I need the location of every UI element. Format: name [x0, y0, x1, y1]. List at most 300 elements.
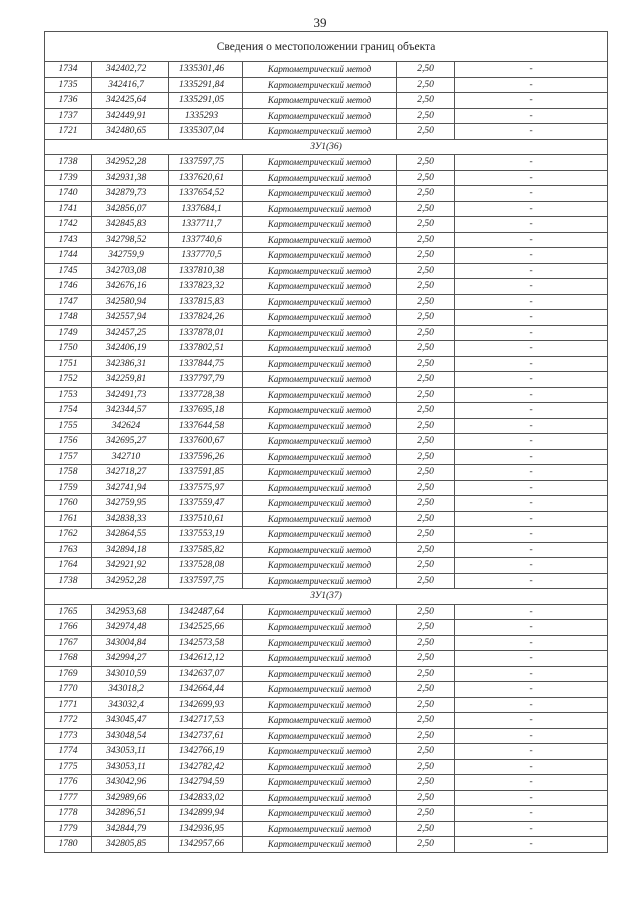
- note-cell: -: [455, 434, 608, 450]
- method-cell: Картометрический метод: [243, 387, 397, 403]
- method-cell: Картометрический метод: [243, 263, 397, 279]
- accuracy-cell: 2,50: [397, 124, 455, 140]
- note-cell: -: [455, 201, 608, 217]
- table-row: [45, 806, 608, 822]
- accuracy-cell: 2,50: [397, 837, 455, 853]
- note-cell: -: [455, 325, 608, 341]
- accuracy-cell: 2,50: [397, 713, 455, 729]
- coordinate-x: 343053,11: [92, 759, 169, 775]
- table-row: [45, 263, 608, 279]
- accuracy-cell: 2,50: [397, 186, 455, 202]
- note-cell: -: [455, 465, 608, 481]
- note-cell: -: [455, 837, 608, 853]
- coordinate-y: 1337824,26: [169, 310, 243, 326]
- coordinate-y: 1342899,94: [169, 806, 243, 822]
- point-number: 1754: [45, 403, 92, 419]
- table-row: [45, 434, 608, 450]
- point-number: 1737: [45, 108, 92, 124]
- method-cell: Картометрический метод: [243, 248, 397, 264]
- method-cell: Картометрический метод: [243, 790, 397, 806]
- coordinate-x: 342580,94: [92, 294, 169, 310]
- method-cell: Картометрический метод: [243, 604, 397, 620]
- point-number: 1780: [45, 837, 92, 853]
- accuracy-cell: 2,50: [397, 542, 455, 558]
- note-cell: -: [455, 496, 608, 512]
- coordinate-x: 343048,54: [92, 728, 169, 744]
- coordinate-x: 342480,65: [92, 124, 169, 140]
- coordinate-y: 1342782,42: [169, 759, 243, 775]
- table-row: [45, 837, 608, 853]
- coordinate-x: 342718,27: [92, 465, 169, 481]
- coordinate-y: 1337553,19: [169, 527, 243, 543]
- accuracy-cell: 2,50: [397, 294, 455, 310]
- note-cell: -: [455, 124, 608, 140]
- point-number: 1759: [45, 480, 92, 496]
- method-cell: Картометрический метод: [243, 62, 397, 78]
- table-row: [45, 108, 608, 124]
- method-cell: Картометрический метод: [243, 186, 397, 202]
- method-cell: Картометрический метод: [243, 124, 397, 140]
- coordinate-y: 1337810,38: [169, 263, 243, 279]
- point-number: 1736: [45, 93, 92, 109]
- method-cell: Картометрический метод: [243, 651, 397, 667]
- coordinate-x: 343045,47: [92, 713, 169, 729]
- point-number: 1744: [45, 248, 92, 264]
- coordinate-x: 342416,7: [92, 77, 169, 93]
- point-number: 1734: [45, 62, 92, 78]
- coordinate-y: 1342957,66: [169, 837, 243, 853]
- coordinate-x: 342406,19: [92, 341, 169, 357]
- accuracy-cell: 2,50: [397, 372, 455, 388]
- coordinate-y: 1337815,83: [169, 294, 243, 310]
- accuracy-cell: 2,50: [397, 620, 455, 636]
- accuracy-cell: 2,50: [397, 511, 455, 527]
- coordinate-x: 342845,83: [92, 217, 169, 233]
- point-number: 1739: [45, 170, 92, 186]
- table-row: [45, 465, 608, 481]
- accuracy-cell: 2,50: [397, 697, 455, 713]
- accuracy-cell: 2,50: [397, 635, 455, 651]
- coordinate-y: 1342573,58: [169, 635, 243, 651]
- method-cell: Картометрический метод: [243, 775, 397, 791]
- method-cell: Картометрический метод: [243, 806, 397, 822]
- accuracy-cell: 2,50: [397, 651, 455, 667]
- coordinate-x: 342710: [92, 449, 169, 465]
- note-cell: -: [455, 527, 608, 543]
- table-row: [45, 372, 608, 388]
- coordinate-y: 1337559,47: [169, 496, 243, 512]
- method-cell: Картометрический метод: [243, 418, 397, 434]
- coordinate-y: 1335291,84: [169, 77, 243, 93]
- table-row: [45, 697, 608, 713]
- table-row: [45, 77, 608, 93]
- table-row: [45, 511, 608, 527]
- coordinate-y: 1337510,61: [169, 511, 243, 527]
- method-cell: Картометрический метод: [243, 821, 397, 837]
- point-number: 1749: [45, 325, 92, 341]
- note-cell: -: [455, 790, 608, 806]
- table-row: [45, 790, 608, 806]
- point-number: 1763: [45, 542, 92, 558]
- coordinate-x: 342879,73: [92, 186, 169, 202]
- coordinate-y: 1337528,08: [169, 558, 243, 574]
- table-title-row: [45, 32, 608, 62]
- note-cell: -: [455, 108, 608, 124]
- coordinate-x: 342994,27: [92, 651, 169, 667]
- coordinate-y: 1337596,26: [169, 449, 243, 465]
- table-row: [45, 124, 608, 140]
- coordinate-y: 1337575,97: [169, 480, 243, 496]
- coordinate-y: 1342637,07: [169, 666, 243, 682]
- table-row: [45, 217, 608, 233]
- coordinate-x: 342759,95: [92, 496, 169, 512]
- note-cell: -: [455, 713, 608, 729]
- point-number: 1773: [45, 728, 92, 744]
- coordinate-y: 1342487,64: [169, 604, 243, 620]
- table-row: [45, 620, 608, 636]
- accuracy-cell: 2,50: [397, 558, 455, 574]
- method-cell: Картометрический метод: [243, 837, 397, 853]
- method-cell: Картометрический метод: [243, 511, 397, 527]
- note-cell: -: [455, 403, 608, 419]
- method-cell: Картометрический метод: [243, 682, 397, 698]
- method-cell: Картометрический метод: [243, 542, 397, 558]
- accuracy-cell: 2,50: [397, 217, 455, 233]
- point-number: 1761: [45, 511, 92, 527]
- table-row: [45, 155, 608, 171]
- coordinate-x: 342344,57: [92, 403, 169, 419]
- coordinate-x: 342449,91: [92, 108, 169, 124]
- table-row: [45, 558, 608, 574]
- note-cell: -: [455, 573, 608, 589]
- coordinate-y: 1335293: [169, 108, 243, 124]
- table-row: [45, 403, 608, 419]
- coordinate-y: 1337597,75: [169, 155, 243, 171]
- coordinate-y: 1337585,82: [169, 542, 243, 558]
- coordinate-x: 342953,68: [92, 604, 169, 620]
- table-row: [45, 170, 608, 186]
- method-cell: Картометрический метод: [243, 108, 397, 124]
- coordinate-x: 342798,52: [92, 232, 169, 248]
- coordinate-y: 1342664,44: [169, 682, 243, 698]
- note-cell: -: [455, 356, 608, 372]
- accuracy-cell: 2,50: [397, 263, 455, 279]
- coordinate-y: 1335291,05: [169, 93, 243, 109]
- note-cell: -: [455, 418, 608, 434]
- accuracy-cell: 2,50: [397, 279, 455, 295]
- table-row: [45, 666, 608, 682]
- table-row: [45, 232, 608, 248]
- note-cell: -: [455, 279, 608, 295]
- coordinate-x: 343018,2: [92, 682, 169, 698]
- table-row: [45, 480, 608, 496]
- accuracy-cell: 2,50: [397, 387, 455, 403]
- coordinate-y: 1337802,51: [169, 341, 243, 357]
- point-number: 1738: [45, 155, 92, 171]
- accuracy-cell: 2,50: [397, 821, 455, 837]
- method-cell: Картометрический метод: [243, 759, 397, 775]
- method-cell: Картометрический метод: [243, 465, 397, 481]
- coordinate-y: 1337695,18: [169, 403, 243, 419]
- accuracy-cell: 2,50: [397, 325, 455, 341]
- table-row: [45, 635, 608, 651]
- method-cell: Картометрический метод: [243, 480, 397, 496]
- note-cell: -: [455, 170, 608, 186]
- table-row: [45, 728, 608, 744]
- method-cell: Картометрический метод: [243, 232, 397, 248]
- table-row: [45, 651, 608, 667]
- point-number: 1743: [45, 232, 92, 248]
- coordinate-x: 342491,73: [92, 387, 169, 403]
- coordinate-x: 342952,28: [92, 155, 169, 171]
- coordinate-y: 1337684,1: [169, 201, 243, 217]
- coordinate-x: 342952,28: [92, 573, 169, 589]
- point-number: 1757: [45, 449, 92, 465]
- accuracy-cell: 2,50: [397, 403, 455, 419]
- note-cell: -: [455, 651, 608, 667]
- accuracy-cell: 2,50: [397, 310, 455, 326]
- coordinate-y: 1337654,52: [169, 186, 243, 202]
- method-cell: Картометрический метод: [243, 372, 397, 388]
- point-number: 1746: [45, 279, 92, 295]
- coordinate-y: 1342794,59: [169, 775, 243, 791]
- coordinate-x: 342894,18: [92, 542, 169, 558]
- note-cell: -: [455, 806, 608, 822]
- point-number: 1771: [45, 697, 92, 713]
- point-number: 1776: [45, 775, 92, 791]
- coordinate-y: 1342717,53: [169, 713, 243, 729]
- accuracy-cell: 2,50: [397, 480, 455, 496]
- point-number: 1768: [45, 651, 92, 667]
- method-cell: Картометрический метод: [243, 449, 397, 465]
- accuracy-cell: 2,50: [397, 170, 455, 186]
- point-number: 1779: [45, 821, 92, 837]
- table-row: [45, 201, 608, 217]
- accuracy-cell: 2,50: [397, 666, 455, 682]
- coordinate-x: 342695,27: [92, 434, 169, 450]
- point-number: 1766: [45, 620, 92, 636]
- method-cell: Картометрический метод: [243, 558, 397, 574]
- accuracy-cell: 2,50: [397, 527, 455, 543]
- coordinate-x: 343042,96: [92, 775, 169, 791]
- coordinate-x: 342386,31: [92, 356, 169, 372]
- coordinate-x: 342402,72: [92, 62, 169, 78]
- note-cell: -: [455, 682, 608, 698]
- note-cell: -: [455, 263, 608, 279]
- table-row: [45, 325, 608, 341]
- accuracy-cell: 2,50: [397, 449, 455, 465]
- note-cell: -: [455, 697, 608, 713]
- section-label: ЗУ1(36): [45, 139, 608, 155]
- accuracy-cell: 2,50: [397, 248, 455, 264]
- table-row: [45, 449, 608, 465]
- point-number: 1765: [45, 604, 92, 620]
- point-number: 1745: [45, 263, 92, 279]
- accuracy-cell: 2,50: [397, 604, 455, 620]
- note-cell: -: [455, 620, 608, 636]
- table-row: [45, 341, 608, 357]
- coordinate-y: 1337797,79: [169, 372, 243, 388]
- table-row: [45, 186, 608, 202]
- accuracy-cell: 2,50: [397, 759, 455, 775]
- point-number: 1755: [45, 418, 92, 434]
- coordinate-x: 342425,64: [92, 93, 169, 109]
- table-row: [45, 713, 608, 729]
- point-number: 1758: [45, 465, 92, 481]
- coordinate-y: 1337823,32: [169, 279, 243, 295]
- note-cell: -: [455, 294, 608, 310]
- coordinate-y: 1337644,58: [169, 418, 243, 434]
- coordinate-y: 1337728,38: [169, 387, 243, 403]
- note-cell: -: [455, 759, 608, 775]
- note-cell: -: [455, 248, 608, 264]
- coordinate-y: 1335301,46: [169, 62, 243, 78]
- note-cell: -: [455, 635, 608, 651]
- accuracy-cell: 2,50: [397, 62, 455, 78]
- table-row: [45, 279, 608, 295]
- accuracy-cell: 2,50: [397, 434, 455, 450]
- table-row: [45, 248, 608, 264]
- point-number: 1756: [45, 434, 92, 450]
- accuracy-cell: 2,50: [397, 496, 455, 512]
- coordinate-y: 1337597,75: [169, 573, 243, 589]
- method-cell: Картометрический метод: [243, 666, 397, 682]
- point-number: 1774: [45, 744, 92, 760]
- table-row: [45, 387, 608, 403]
- coordinate-x: 342457,25: [92, 325, 169, 341]
- accuracy-cell: 2,50: [397, 155, 455, 171]
- accuracy-cell: 2,50: [397, 573, 455, 589]
- accuracy-cell: 2,50: [397, 108, 455, 124]
- point-number: 1750: [45, 341, 92, 357]
- accuracy-cell: 2,50: [397, 728, 455, 744]
- method-cell: Картометрический метод: [243, 620, 397, 636]
- table-row: [45, 682, 608, 698]
- method-cell: Картометрический метод: [243, 744, 397, 760]
- coordinate-y: 1337740,6: [169, 232, 243, 248]
- accuracy-cell: 2,50: [397, 232, 455, 248]
- coordinate-y: 1335307,04: [169, 124, 243, 140]
- section-header-row: [45, 139, 608, 155]
- method-cell: Картометрический метод: [243, 728, 397, 744]
- coordinate-y: 1342699,93: [169, 697, 243, 713]
- coordinate-x: 342921,92: [92, 558, 169, 574]
- note-cell: -: [455, 387, 608, 403]
- table-row: [45, 775, 608, 791]
- coordinate-x: 342856,07: [92, 201, 169, 217]
- page-number: 39: [313, 15, 327, 30]
- coordinate-y: 1337591,85: [169, 465, 243, 481]
- accuracy-cell: 2,50: [397, 201, 455, 217]
- table-row: [45, 759, 608, 775]
- note-cell: -: [455, 93, 608, 109]
- note-cell: -: [455, 217, 608, 233]
- note-cell: -: [455, 744, 608, 760]
- point-number: 1741: [45, 201, 92, 217]
- coordinate-x: 343004,84: [92, 635, 169, 651]
- table-row: [45, 310, 608, 326]
- method-cell: Картометрический метод: [243, 341, 397, 357]
- point-number: 1764: [45, 558, 92, 574]
- note-cell: -: [455, 821, 608, 837]
- coordinate-x: 342703,08: [92, 263, 169, 279]
- table-row: [45, 356, 608, 372]
- note-cell: -: [455, 77, 608, 93]
- coordinate-x: 342931,38: [92, 170, 169, 186]
- coordinate-x: 342676,16: [92, 279, 169, 295]
- method-cell: Картометрический метод: [243, 403, 397, 419]
- coordinate-y: 1337770,5: [169, 248, 243, 264]
- point-number: 1751: [45, 356, 92, 372]
- table-row: [45, 93, 608, 109]
- note-cell: -: [455, 728, 608, 744]
- point-number: 1742: [45, 217, 92, 233]
- coordinate-x: 342557,94: [92, 310, 169, 326]
- coordinate-x: 342989,66: [92, 790, 169, 806]
- note-cell: -: [455, 186, 608, 202]
- accuracy-cell: 2,50: [397, 341, 455, 357]
- method-cell: Картометрический метод: [243, 77, 397, 93]
- point-number: 1770: [45, 682, 92, 698]
- method-cell: Картометрический метод: [243, 635, 397, 651]
- note-cell: -: [455, 155, 608, 171]
- point-number: 1740: [45, 186, 92, 202]
- note-cell: -: [455, 666, 608, 682]
- point-number: 1772: [45, 713, 92, 729]
- note-cell: -: [455, 542, 608, 558]
- method-cell: Картометрический метод: [243, 155, 397, 171]
- accuracy-cell: 2,50: [397, 682, 455, 698]
- accuracy-cell: 2,50: [397, 93, 455, 109]
- point-number: 1752: [45, 372, 92, 388]
- coordinate-y: 1342612,12: [169, 651, 243, 667]
- table-title: Сведения о местоположении границ объекта: [45, 32, 608, 62]
- table-row: [45, 496, 608, 512]
- table-row: [45, 418, 608, 434]
- method-cell: Картометрический метод: [243, 294, 397, 310]
- coordinate-x: 342896,51: [92, 806, 169, 822]
- point-number: 1778: [45, 806, 92, 822]
- note-cell: -: [455, 604, 608, 620]
- method-cell: Картометрический метод: [243, 573, 397, 589]
- coordinate-x: 342741,94: [92, 480, 169, 496]
- table-row: [45, 573, 608, 589]
- note-cell: -: [455, 558, 608, 574]
- table-row: [45, 294, 608, 310]
- coordinate-x: 343053,11: [92, 744, 169, 760]
- table-row: [45, 821, 608, 837]
- accuracy-cell: 2,50: [397, 465, 455, 481]
- coordinate-y: 1337711,7: [169, 217, 243, 233]
- accuracy-cell: 2,50: [397, 744, 455, 760]
- method-cell: Картометрический метод: [243, 356, 397, 372]
- method-cell: Картометрический метод: [243, 713, 397, 729]
- coordinate-x: 342759,9: [92, 248, 169, 264]
- table-row: [45, 542, 608, 558]
- table-row: [45, 62, 608, 78]
- point-number: 1775: [45, 759, 92, 775]
- coordinate-x: 342259,81: [92, 372, 169, 388]
- coordinate-x: 342844,79: [92, 821, 169, 837]
- point-number: 1769: [45, 666, 92, 682]
- table-row: [45, 527, 608, 543]
- coordinate-y: 1337844,75: [169, 356, 243, 372]
- point-number: 1735: [45, 77, 92, 93]
- table-row: [45, 604, 608, 620]
- method-cell: Картометрический метод: [243, 434, 397, 450]
- method-cell: Картометрический метод: [243, 201, 397, 217]
- boundary-table: [44, 31, 608, 853]
